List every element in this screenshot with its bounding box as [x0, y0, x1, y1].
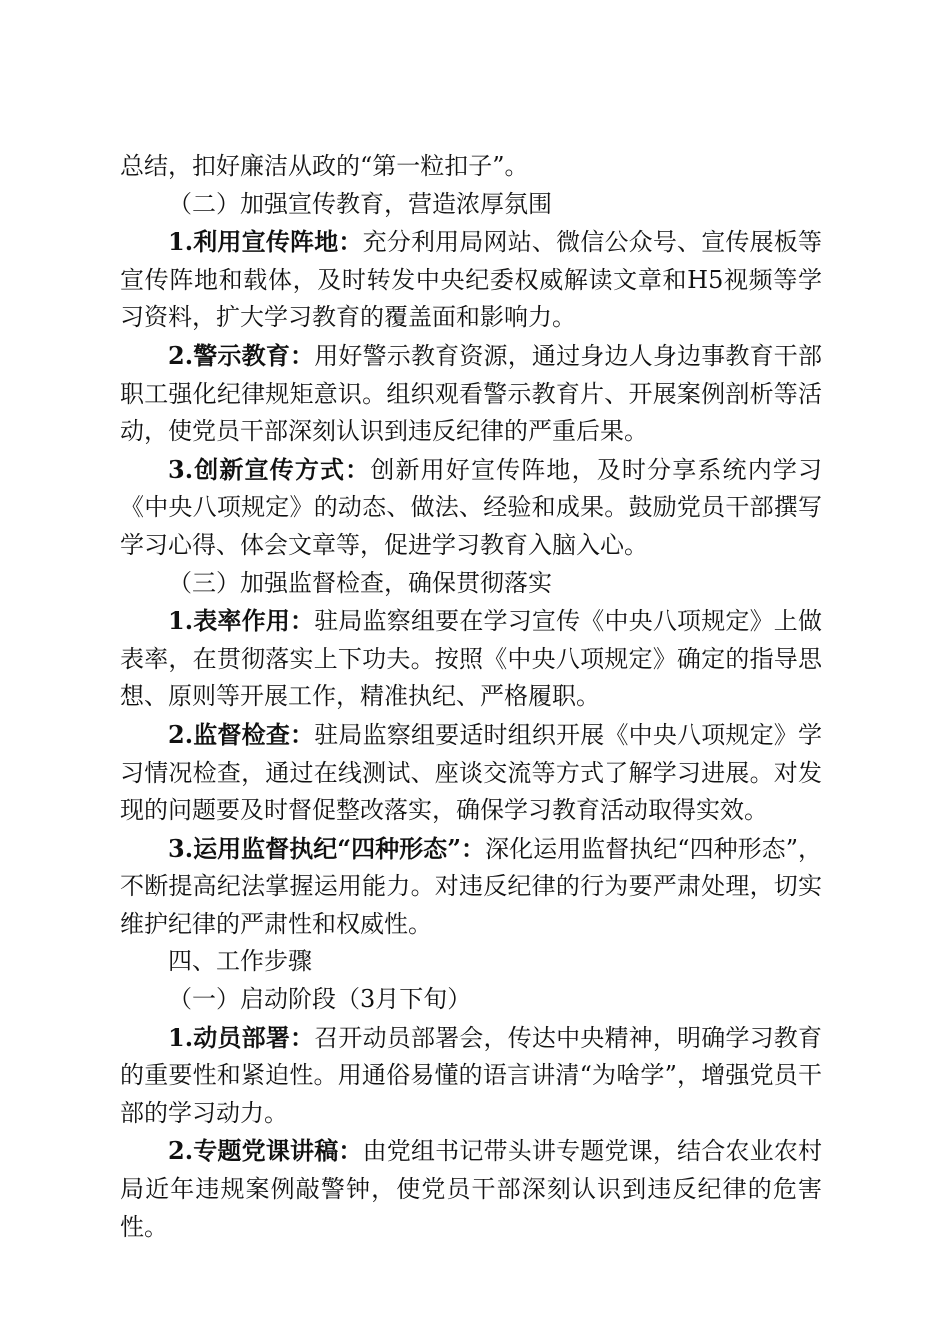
- subsection-title: （三）加强监督检查，确保贯彻落实: [168, 568, 552, 597]
- item-supervision-inspection: [120, 716, 822, 830]
- section-heading-work-steps: [120, 943, 822, 981]
- item-lead: 2.警示教育：: [168, 340, 315, 370]
- item-text: 创新用好宣传阵地，及时分享系统内学习《中央八项规定》的动态、做法、经验和成果。鼓励党员干部撰写学习心得、体会文章等，促进学习教育入脑入心。: [120, 455, 823, 559]
- item-lead: 2.监督检查：: [168, 719, 315, 749]
- item-innovate-publicity: [120, 451, 822, 565]
- item-warning-education: [120, 337, 822, 451]
- subsection-title: （二）加强宣传教育，营造浓厚氛围: [168, 189, 552, 218]
- item-text: 驻局监察组要适时组织开展《中央八项规定》学习情况检查，通过在线测试、座谈交流等方式了解学习进展。对发现的问题要及时督促整改落实，确保学习教育活动取得实效。: [120, 720, 822, 825]
- item-four-forms: [120, 830, 822, 944]
- item-party-lecture: [120, 1132, 822, 1246]
- paragraph-continuation: [120, 148, 822, 186]
- item-text: 召开动员部署会，传达中央精神，明确学习教育的重要性和紧迫性。用通俗易懂的语言讲清“为啥学”，增强党员干部的学习动力。: [120, 1023, 822, 1127]
- section-title: 四、工作步骤: [168, 947, 312, 976]
- subsection-title: （一）启动阶段（3月下旬）: [168, 985, 472, 1014]
- item-lead: 3.运用监督执纪“四种形态”：: [168, 833, 486, 863]
- subsection-heading-launch: [120, 981, 822, 1019]
- item-text: 充分利用局网站、微信公众号、宣传展板等宣传阵地和载体，及时转发中央纪委权威解读文章和H5视频等学习资料，扩大学习教育的覆盖面和影响力。: [120, 228, 822, 332]
- item-lead: 1.表率作用：: [168, 606, 315, 636]
- item-lead: 1.利用宣传阵地：: [168, 227, 363, 257]
- item-mobilization: [120, 1019, 822, 1133]
- item-text: 用好警示教育资源，通过身边人身边事教育干部职工强化纪律规矩意识。组织观看警示教育片、开展案例剖析等活动，使党员干部深刻认识到违反纪律的严重后果。: [120, 341, 822, 446]
- item-lead: 3.创新宣传方式：: [168, 454, 371, 484]
- item-exemplary-role: [120, 602, 822, 716]
- item-text: 深化运用监督执纪“四种形态”，不断提高纪法掌握运用能力。对违反纪律的行为要严肃处理，切实维护纪律的严肃性和权威性。: [120, 834, 822, 938]
- item-lead: 1.动员部署：: [168, 1022, 315, 1052]
- item-use-publicity-platforms: [120, 223, 822, 337]
- item-text: 驻局监察组要在学习宣传《中央八项规定》上做表率，在贯彻落实上下功夫。按照《中央八项规定》确定的指导思想、原则等开展工作，精准执纪、严格履职。: [120, 607, 822, 711]
- subsection-heading-2: [120, 186, 822, 224]
- item-lead: 2.专题党课讲稿：: [168, 1136, 363, 1166]
- item-text: 由党组书记带头讲专题党课，结合农业农村局近年违规案例敲警钟，使党员干部深刻认识到违反纪律的危害性。: [120, 1137, 822, 1241]
- paragraph-text: 总结，扣好廉洁从政的“第一粒扣子”。: [120, 152, 529, 180]
- subsection-heading-3: [120, 565, 822, 603]
